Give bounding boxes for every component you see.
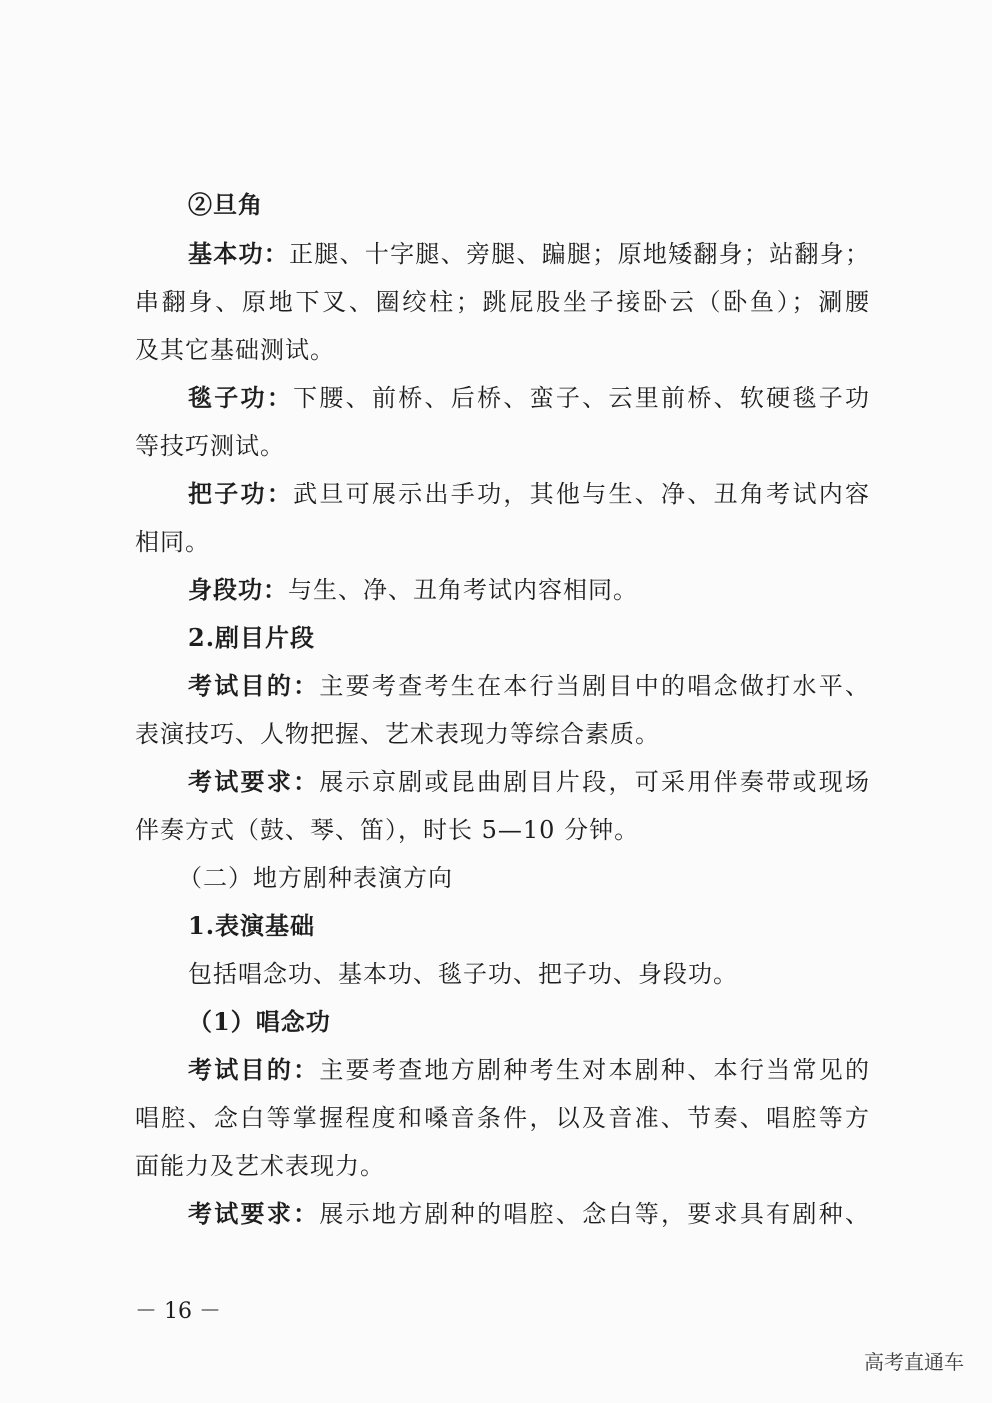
tanzigong-text-1: 下腰、前桥、后桥、蛮子、云里前桥、软硬毯子功 — [293, 384, 871, 412]
jibengong-line-1 — [188, 237, 870, 271]
shenduangong-line-1 — [188, 573, 923, 607]
section1-title: 1.表演基础 — [188, 911, 316, 940]
exam-req-1-line-2: 伴奏方式（鼓、琴、笛），时长 5—10 分钟。 — [135, 816, 640, 844]
bazigong-line-1 — [188, 477, 870, 511]
bazigong-text-1: 武旦可展示出手功，其他与生、净、丑角考试内容 — [293, 480, 871, 508]
page-number: － 16 － — [135, 1299, 221, 1324]
bazigong-label: 把子功： — [188, 479, 294, 508]
exam-req-2-text-1: 展示地方剧种的唱腔、念白等，要求具有剧种、 — [319, 1200, 871, 1228]
tanzigong-label: 毯子功： — [188, 383, 294, 412]
exam-goal-1-label: 考试目的： — [188, 671, 320, 700]
section1-intro: 包括唱念功、基本功、毯子功、把子功、身段功。 — [188, 960, 738, 988]
exam-goal-1-line-1 — [188, 669, 870, 703]
exam-goal-2-label: 考试目的： — [188, 1055, 320, 1084]
exam-goal-2-text-1: 主要考查地方剧种考生对本剧种、本行当常见的 — [319, 1056, 871, 1084]
exam-goal-1-text-1: 主要考查考生在本行当剧目中的唱念做打水平、 — [319, 672, 871, 700]
exam-goal-2-line-2: 唱腔、念白等掌握程度和嗓音条件，以及音准、节奏、唱腔等方 — [135, 1104, 870, 1132]
subsection-title: （二）地方剧种表演方向 — [178, 864, 453, 892]
exam-req-2-line-1 — [188, 1197, 870, 1231]
shenduangong-text-1: 与生、净、丑角考试内容相同。 — [288, 576, 638, 604]
watermark: 高考直通车 — [864, 1350, 964, 1374]
tanzigong-line-1 — [188, 381, 870, 415]
exam-goal-1-line-2: 表演技巧、人物把握、艺术表现力等综合素质。 — [135, 720, 660, 748]
jibengong-label: 基本功： — [188, 239, 290, 268]
exam-goal-2-line-3: 面能力及艺术表现力。 — [135, 1152, 385, 1180]
jibengong-line-3: 及其它基础测试。 — [135, 336, 335, 364]
exam-req-1-label: 考试要求： — [188, 767, 320, 796]
section2-title: 2.剧目片段 — [188, 623, 316, 652]
changniangong-title: （1）唱念功 — [188, 1007, 331, 1036]
shenduangong-label: 身段功： — [188, 575, 288, 604]
exam-req-2-label: 考试要求： — [188, 1199, 320, 1228]
tanzigong-line-2: 等技巧测试。 — [135, 432, 285, 460]
bazigong-line-2: 相同。 — [135, 528, 210, 556]
exam-req-1-line-1 — [188, 765, 870, 799]
exam-goal-2-line-1 — [188, 1053, 870, 1087]
heading-dan: ②旦角 — [188, 190, 263, 219]
jibengong-text-1: 正腿、十字腿、旁腿、蹁腿；原地矮翻身；站翻身； — [289, 240, 870, 268]
exam-req-1-text-1: 展示京剧或昆曲剧目片段，可采用伴奏带或现场 — [319, 768, 871, 796]
jibengong-line-2: 串翻身、原地下叉、圈绞柱；跳屁股坐子接卧云（卧鱼）；涮腰 — [135, 288, 870, 316]
